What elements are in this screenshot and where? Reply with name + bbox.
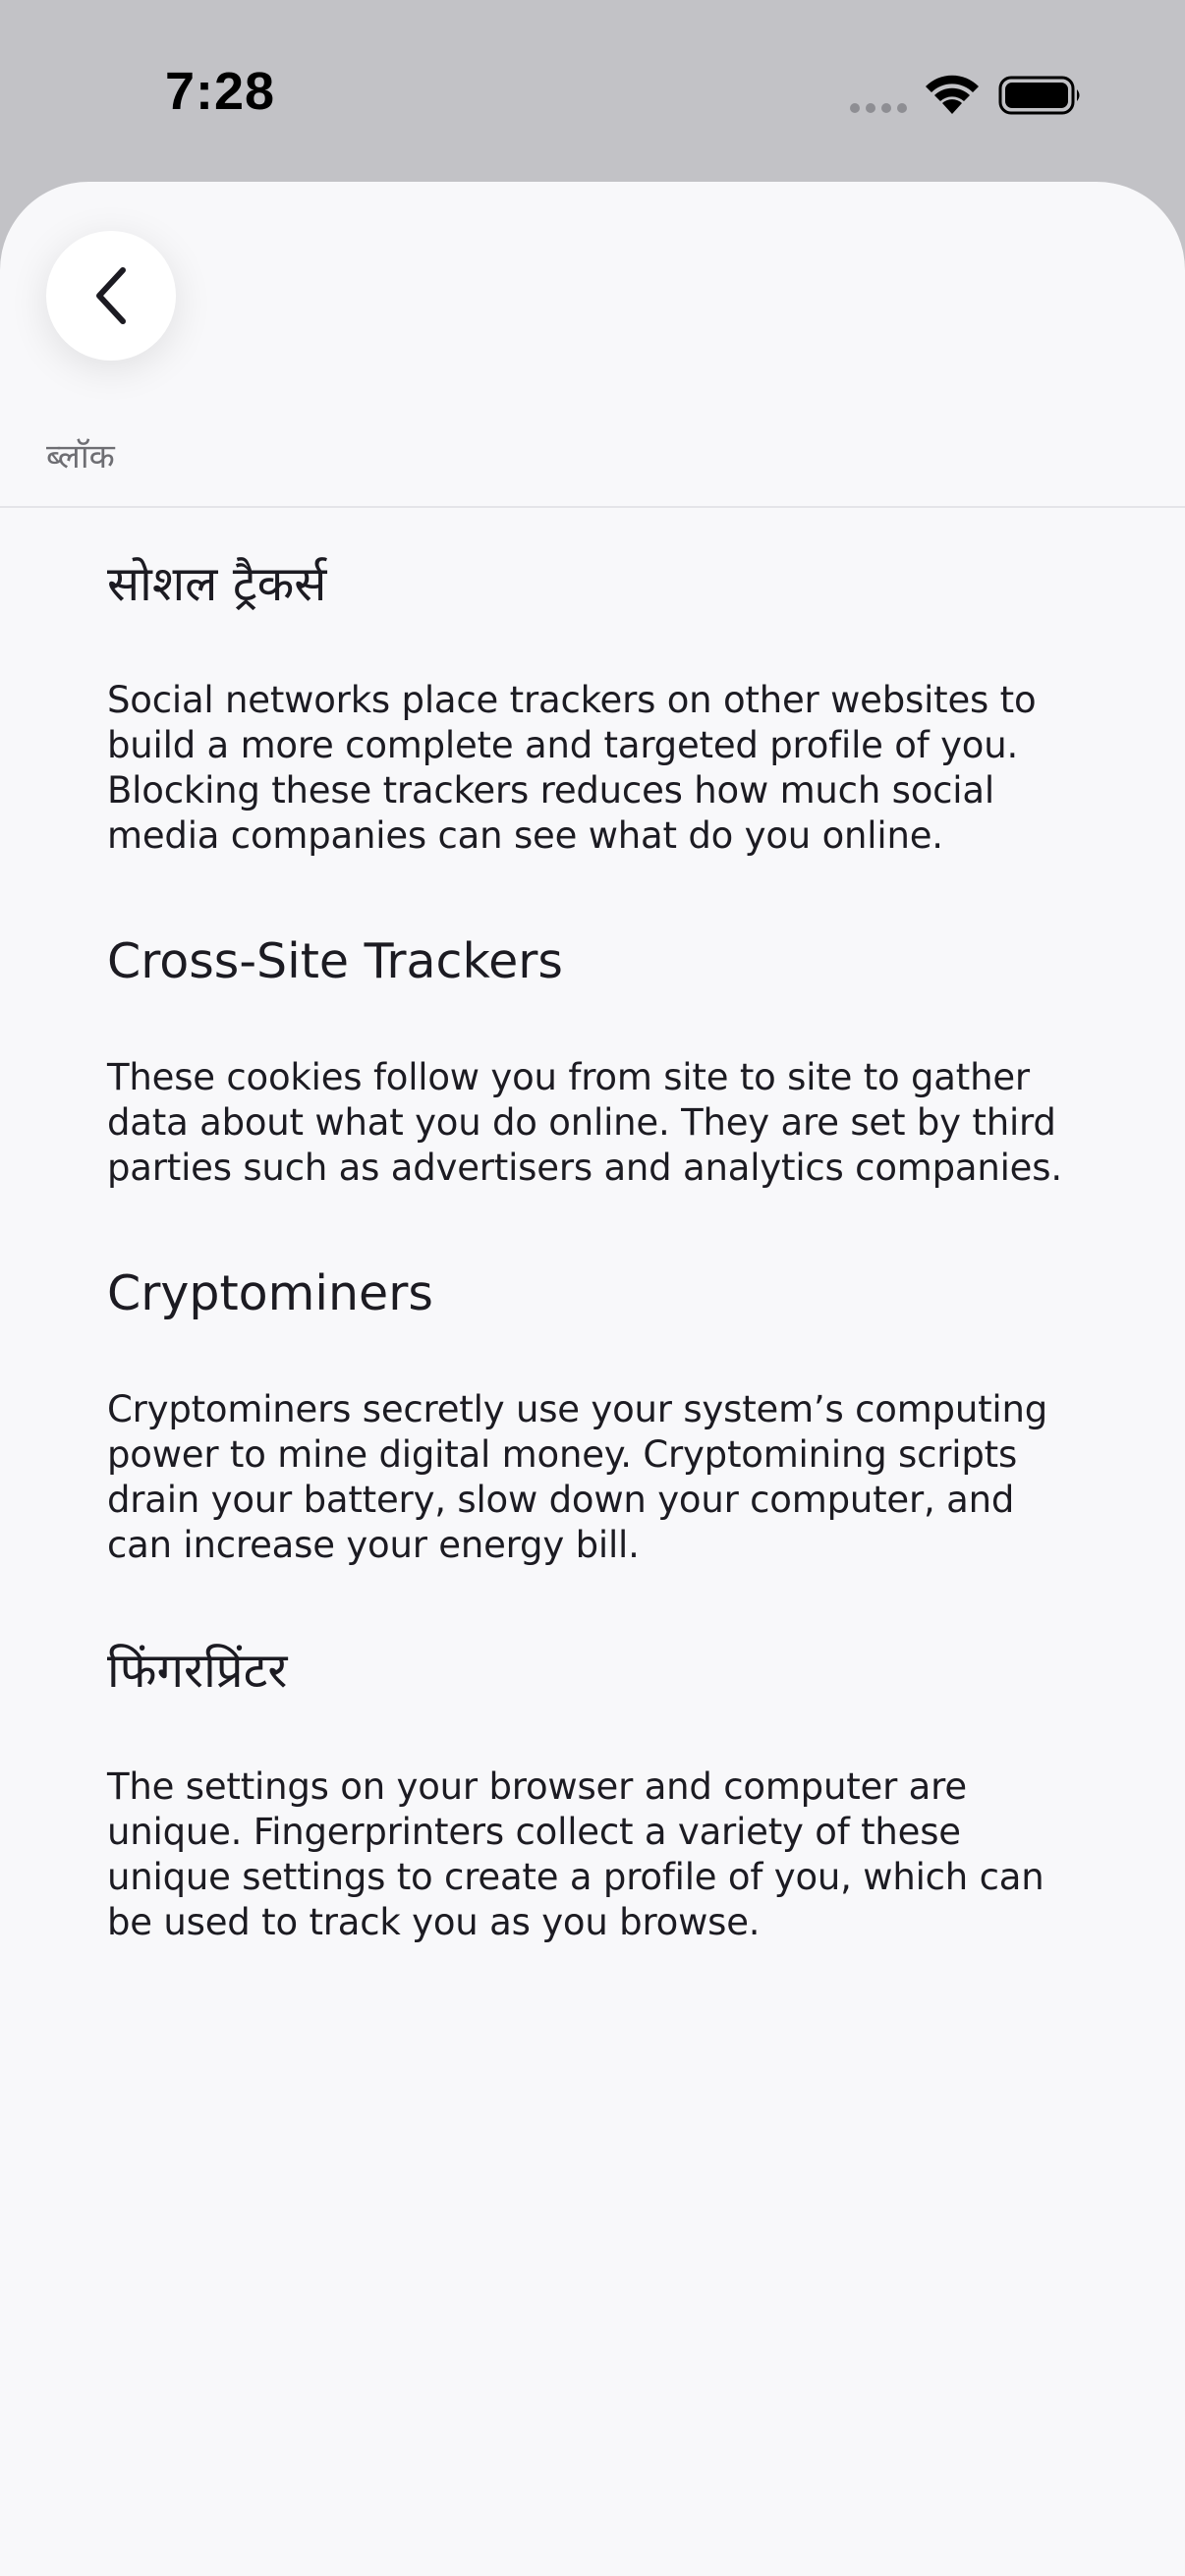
battery-icon (998, 75, 1083, 116)
wifi-icon (924, 73, 981, 116)
section-social-trackers (107, 555, 1090, 859)
section-title: Cryptominers (107, 1265, 433, 1321)
section-cross-site-trackers (107, 932, 1090, 1191)
cellular-signal-icon (849, 102, 908, 114)
section-description: The settings on your browser and computer are unique. Fingerprinters collect a variety of these unique settings to create a profile of you, which can be used to track you as you browse. (107, 1765, 1044, 1943)
section-description: Cryptominers secretly use your system’s computing power to mine digital money. Cryptomining scripts drain your battery, slow down your computer, and can increase your energy bill. (107, 1388, 1048, 1566)
section-title: Cross-Site Trackers (107, 933, 563, 989)
tracker-list (107, 555, 1090, 2019)
section-title: फिंगरप्रिंटर (107, 1643, 288, 1699)
section-cryptominers (107, 1264, 1090, 1568)
header-divider (0, 506, 1185, 508)
section-fingerprinters (107, 1642, 1090, 1945)
back-button[interactable] (46, 231, 176, 361)
tracker-info-sheet (0, 182, 1185, 2576)
status-time: 7:28 (165, 62, 276, 121)
chevron-left-icon (89, 265, 133, 326)
section-description: Social networks place trackers on other websites to build a more complete and targeted profile of you. Blocking these trackers reduces how much social media companies can see what do you online. (107, 679, 1037, 857)
status-bar (0, 0, 1185, 182)
section-title: सोशल ट्रैकर्स (107, 556, 327, 612)
nav-label: ब्लॉक (46, 437, 115, 476)
section-description: These cookies follow you from site to site to gather data about what you do online. They are set by third parties such as advertisers and analytics companies. (107, 1056, 1062, 1189)
